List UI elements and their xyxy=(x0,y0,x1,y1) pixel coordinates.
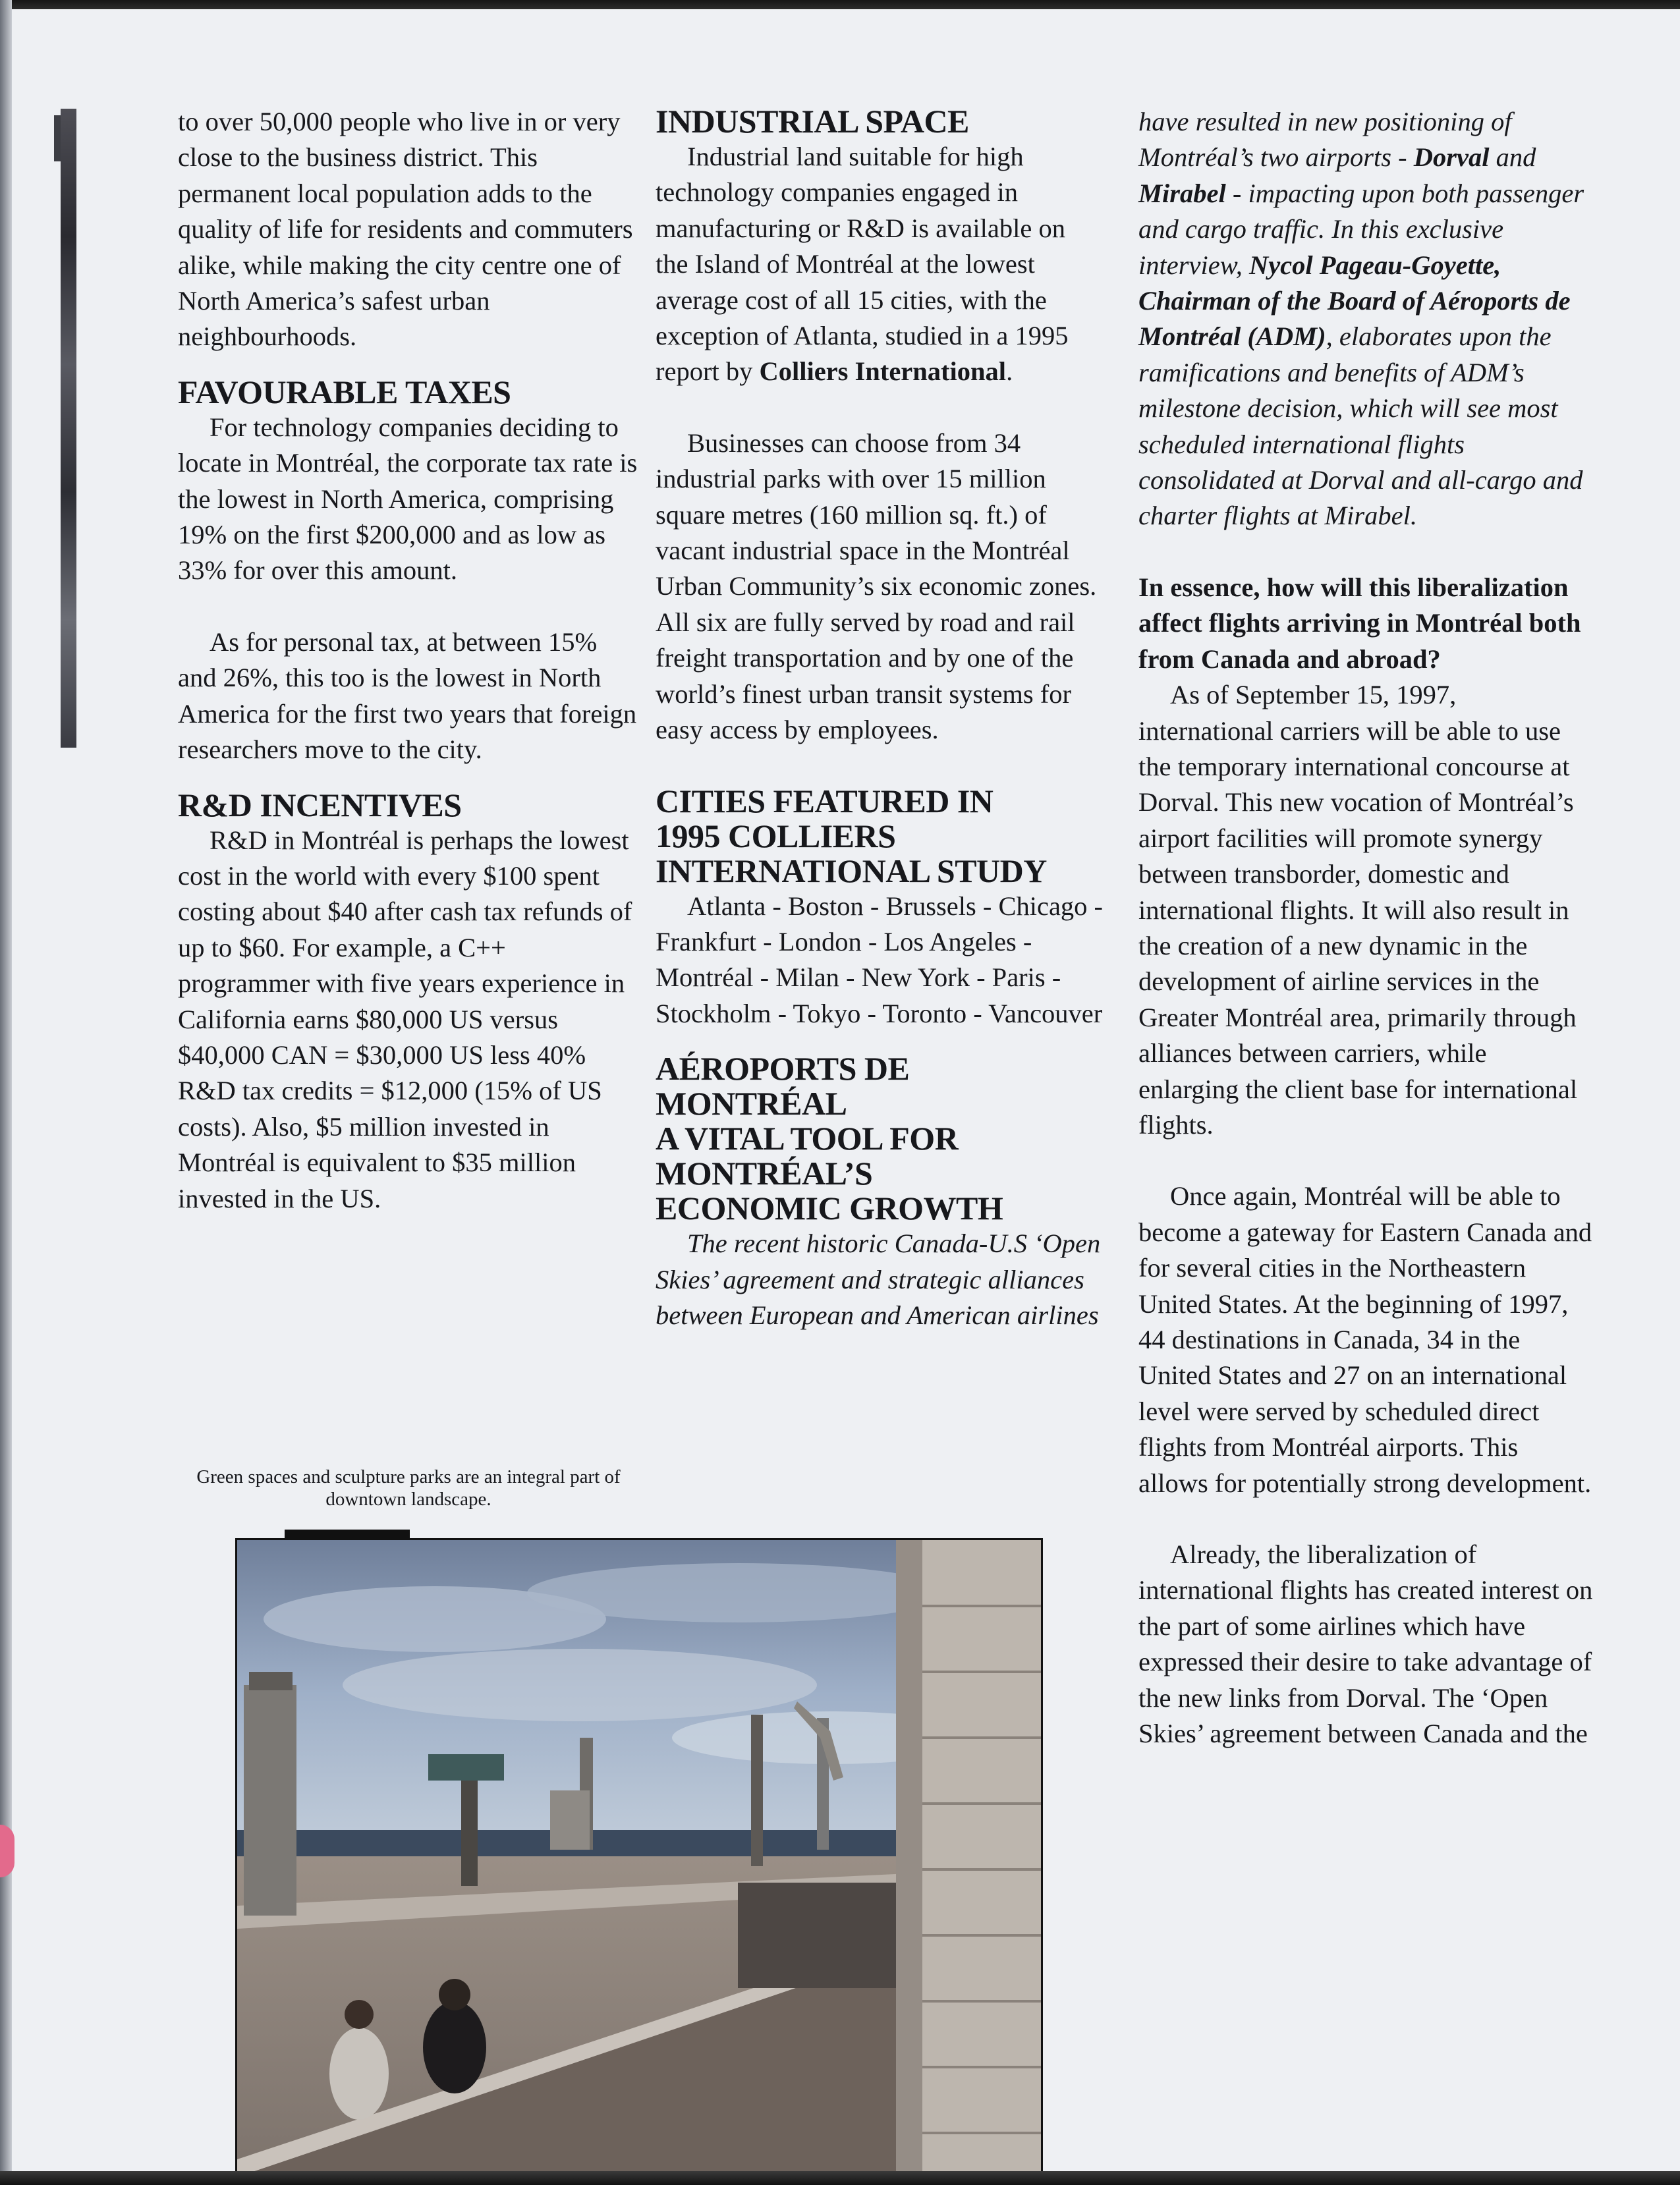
paragraph-industrial-parks: Businesses can choose from 34 industrial parks with over 15 million square metres (160 million sq. ft.) of vacant industrial space in the Montréal Urban Community’s six economic zones. All six are fully served by road and rail freight transportation and by one of the world’s finest urban transit systems for easy access by employees. xyxy=(656,428,1097,745)
page-tab-marker xyxy=(0,1825,14,1877)
paragraph-rd: R&D in Montréal is perhaps the lowest cost in the world with every $100 spent costing about $40 after cash tax refunds of up to $60. For example, a C++ programmer with five years experience in California earns $80,000 US versus $40,000 CAN = $30,000 US less 40% R&D tax credits = $12,000 (15% of US costs). Also, $5 million invested in Montréal is equivalent to $35 million invested in the US. xyxy=(178,825,632,1213)
page-bottom-edge xyxy=(0,2171,1680,2185)
binding-strip xyxy=(61,109,76,748)
sculpture-park-photo xyxy=(235,1538,1043,2179)
paragraph-dorval-concourse: As of September 15, 1997, international carriers will be able to use the temporary international concourse at Dorval. This new vocation of Montréal’s airport facilities will promote synergy between transborder, domestic and international flights. It will also result in the creation of a new dynamic in the development of airline services in the Greater Montréal area, primarily through alliances between carriers, while enlarging the client base for international flights. xyxy=(1138,680,1578,1140)
interview-question: In essence, how will this liberalization affect flights arriving in Montréal both from Canada and abroad? xyxy=(1138,572,1581,674)
heading-aeroports xyxy=(656,1051,1104,1226)
sculpture-park-illustration xyxy=(237,1540,1041,2177)
photo-caption: Green spaces and sculpture parks are an integral part of downtown landscape. xyxy=(196,1466,621,1510)
heading-line: INTERNATIONAL STUDY xyxy=(656,852,1047,889)
industrial-text: Industrial land suitable for high technology companies engaged in manufacturing or R&D is available on the Island of Montréal at the lowest average cost of all 15 cities, with the exception of Atlanta, studied in a 1995 report by xyxy=(656,142,1069,387)
paragraph-city-list: Atlanta - Boston - Brussels - Chicago - Frankfurt - London - Los Angeles - Montréal - Milan - New York - Paris - Stockholm - Tokyo - Toronto - Vancouver xyxy=(656,891,1104,1028)
heading-line: ECONOMIC GROWTH xyxy=(656,1190,1003,1227)
colliers-name: Colliers International xyxy=(759,356,1007,387)
intro-dorval: Dorval xyxy=(1413,142,1490,173)
heading-line: CITIES FEATURED IN xyxy=(656,782,994,819)
column-middle xyxy=(656,104,1104,1333)
paragraph-industrial-land xyxy=(656,139,1104,390)
intro-text: and xyxy=(1489,142,1536,173)
heading-cities-featured xyxy=(656,784,1104,889)
paragraph-interview-intro xyxy=(1138,104,1593,534)
heading-favourable-taxes: FAVOURABLE TAXES xyxy=(178,373,511,410)
paragraph-open-skies-intro: The recent historic Canada-U.S ‘Open Skies’ agreement and strategic alliances between European and American airlines xyxy=(656,1229,1101,1330)
intro-text: , elaborates upon the ramifications and benefits of ADM’s milestone decision, which will see most scheduled international flights consolidated at Dorval and all-cargo and charter flights at Mirabel. xyxy=(1138,321,1583,531)
page-top-edge xyxy=(0,0,1680,9)
paragraph-gateway: Once again, Montréal will be able to become a gateway for Eastern Canada and for several cities in the Northeastern United States. At the beginning of 1997, 44 destinations in Canada, 34 in the United States and 27 on an international level were served by scheduled direct flights from Montréal airports. This allows for potentially strong development. xyxy=(1138,1181,1592,1498)
heading-line: MONTRÉAL’S xyxy=(656,1155,873,1192)
heading-line: AÉROPORTS DE xyxy=(656,1050,910,1088)
industrial-end: . xyxy=(1006,356,1013,387)
column-left xyxy=(178,104,639,1217)
intro-mirabel: Mirabel xyxy=(1138,178,1226,208)
heading-rd-incentives: R&D INCENTIVES xyxy=(178,786,462,823)
binding-notch xyxy=(54,115,61,161)
intro-interviewee: Nycol Pageau-Goyette, Chairman of the Board of Aéroports de Montréal (ADM) xyxy=(1138,250,1571,352)
heading-line: 1995 COLLIERS xyxy=(656,817,896,854)
heading-line: A VITAL TOOL FOR xyxy=(656,1120,959,1157)
paragraph-liberalization: Already, the liberalization of international flights has created interest on the part of some airlines which have expressed their desire to take advantage of the new links from Dorval. The ‘Open Skies’ agreement between Canada and the xyxy=(1138,1539,1593,1749)
paragraph-corporate-tax: For technology companies deciding to locate in Montréal, the corporate tax rate is the lowest in North America, comprising 19% on the first $200,000 and as low as 33% for over this amount. xyxy=(178,412,638,586)
heading-line: MONTRÉAL xyxy=(656,1085,847,1122)
paragraph-personal-tax: As for personal tax, at between 15% and 26%, this too is the lowest in North America for the first two years that foreign researchers move to the city. xyxy=(178,626,637,765)
intro-text: have resulted in new positioning of Montréal’s two airports - xyxy=(1138,107,1512,173)
paragraph-population: to over 50,000 people who live in or very close to the business district. This permanent local population adds to the quality of life for residents and commuters alike, while making the city centre one of North America’s safest urban neighbourhoods. xyxy=(178,107,633,352)
column-right xyxy=(1138,104,1593,1752)
intro-text: - impacting upon both passenger and cargo traffic. In this exclusive interview, xyxy=(1138,178,1584,280)
heading-industrial-space: INDUSTRIAL SPACE xyxy=(656,103,969,140)
